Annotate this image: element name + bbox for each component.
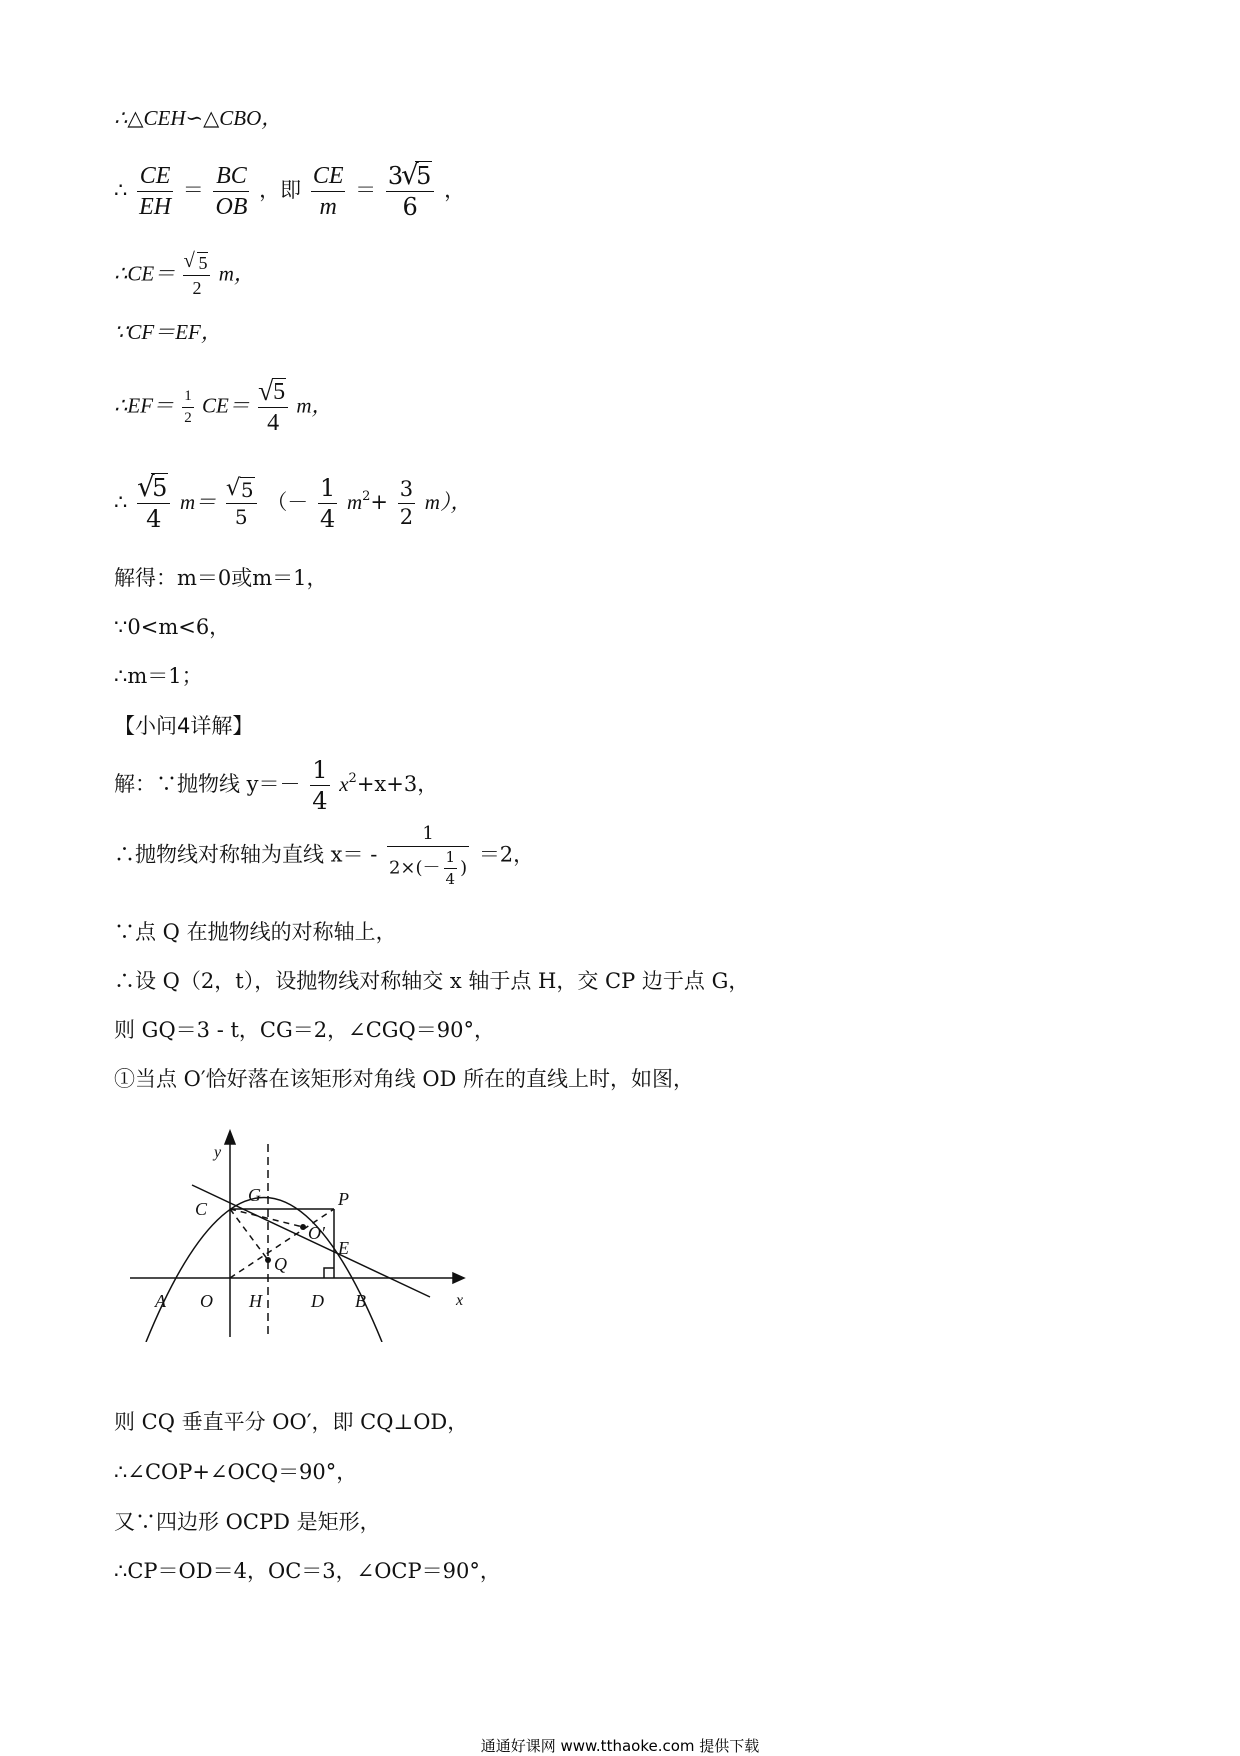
label-c: C: [195, 1199, 208, 1219]
step-range: ∵0<m<6，: [114, 615, 231, 639]
step-ratio-equation: ∴ $\frac{CE}{EH}$ ＝ $\frac{BC}{OB}$ ，即 $\frac{CE}{m}$ ＝ $\frac{3√ 5}{6}$ ，: [114, 164, 465, 219]
ratio-connector: ，即: [259, 178, 302, 202]
fraction-ce-eh: $\frac{CE}{EH}$: [139, 163, 172, 220]
step-solve: 解得：m＝0或m＝1，: [114, 566, 328, 590]
label-h: H: [249, 1291, 262, 1311]
step-angle-sum: ∴∠COP+∠OCQ＝90°，: [114, 1460, 358, 1484]
step-q-on-axis: ∵点 Q 在抛物线的对称轴上，: [114, 920, 397, 944]
step-cq-perpendicular: 则 CQ 垂直平分 OO′，即 CQ⊥OD，: [114, 1410, 469, 1434]
step-gq-cg: 则 GQ＝3 - t，CG＝2，∠CGQ＝90°，: [114, 1018, 495, 1042]
therefore-symbol: ∴: [114, 178, 128, 202]
segment-co-prime: [230, 1209, 303, 1227]
step-lengths: ∴CP＝OD＝4，OC＝3，∠OCP＝90°，: [114, 1559, 501, 1583]
label-y: y: [214, 1144, 222, 1161]
step-similar-triangles: ∴△CEH∽△CBO，: [114, 106, 283, 130]
fraction-ce-m: $\frac{CE}{m}$: [312, 163, 344, 220]
label-b: B: [355, 1291, 366, 1311]
label-a: A: [155, 1291, 166, 1311]
parabola-figure: [128, 1127, 468, 1342]
case-1-heading: ①当点 O′恰好落在该矩形对角线 OD 所在的直线上时，如图，: [114, 1067, 695, 1091]
point-o-prime: [300, 1224, 306, 1230]
label-o-prime: O′: [308, 1223, 325, 1243]
label-p: P: [338, 1189, 349, 1209]
label-g: G: [248, 1185, 261, 1205]
label-o: O: [200, 1291, 213, 1311]
label-e: E: [338, 1238, 349, 1258]
page-footer: 通通好课网 www.tthaoke.com 提供下载: [480, 1737, 760, 1755]
label-x: x: [456, 1292, 464, 1309]
step-cf-eq-ef: ∵CF＝EF，: [114, 320, 222, 344]
step-set-q: ∴设 Q（2，t），设抛物线对称轴交 x 轴于点 H，交 CP 边于点 G，: [114, 969, 750, 993]
x-axis-arrow: [453, 1273, 464, 1283]
fraction-3root5-6: $\frac{3√ 5}{6}$: [386, 164, 435, 219]
step-parabola-equation: 解：∵抛物线 y＝－ $\frac{1}{4}$ $x^2+x+3$，: [114, 756, 439, 815]
step-m-result: ∴m＝1；: [114, 664, 203, 688]
point-q: [265, 1257, 271, 1263]
label-q: Q: [274, 1254, 287, 1274]
step-rectangle: 又∵四边形 OCPD 是矩形，: [114, 1510, 381, 1534]
fraction-bc-ob: $\frac{BC}{OB}$: [215, 163, 248, 220]
y-axis-arrow: [225, 1131, 235, 1144]
step-ce-value: ∴CE＝ √ $\frac{5}{2}$ m，: [114, 254, 255, 297]
step-equation-m: ∴ √ $\frac{5}{4}$ m＝ √ $\frac{5}{5}$ （－ $\frac{1}{4}$ $m^2+$ $\frac{3}{2}$ m），: [114, 476, 471, 531]
label-d: D: [311, 1291, 324, 1311]
section-heading-q4: 【小问4详解】: [114, 714, 254, 738]
step-axis-of-symmetry: ∴抛物线对称轴为直线 x＝ - 1 2×(－ $\frac{1}{4}$ ) ＝2，: [114, 823, 535, 888]
step-ef-value: ∴EF＝ $\frac{1}{2}$ CE＝ √ $\frac{5}{4}$ m，: [114, 380, 333, 435]
right-angle-mark: [324, 1268, 334, 1278]
